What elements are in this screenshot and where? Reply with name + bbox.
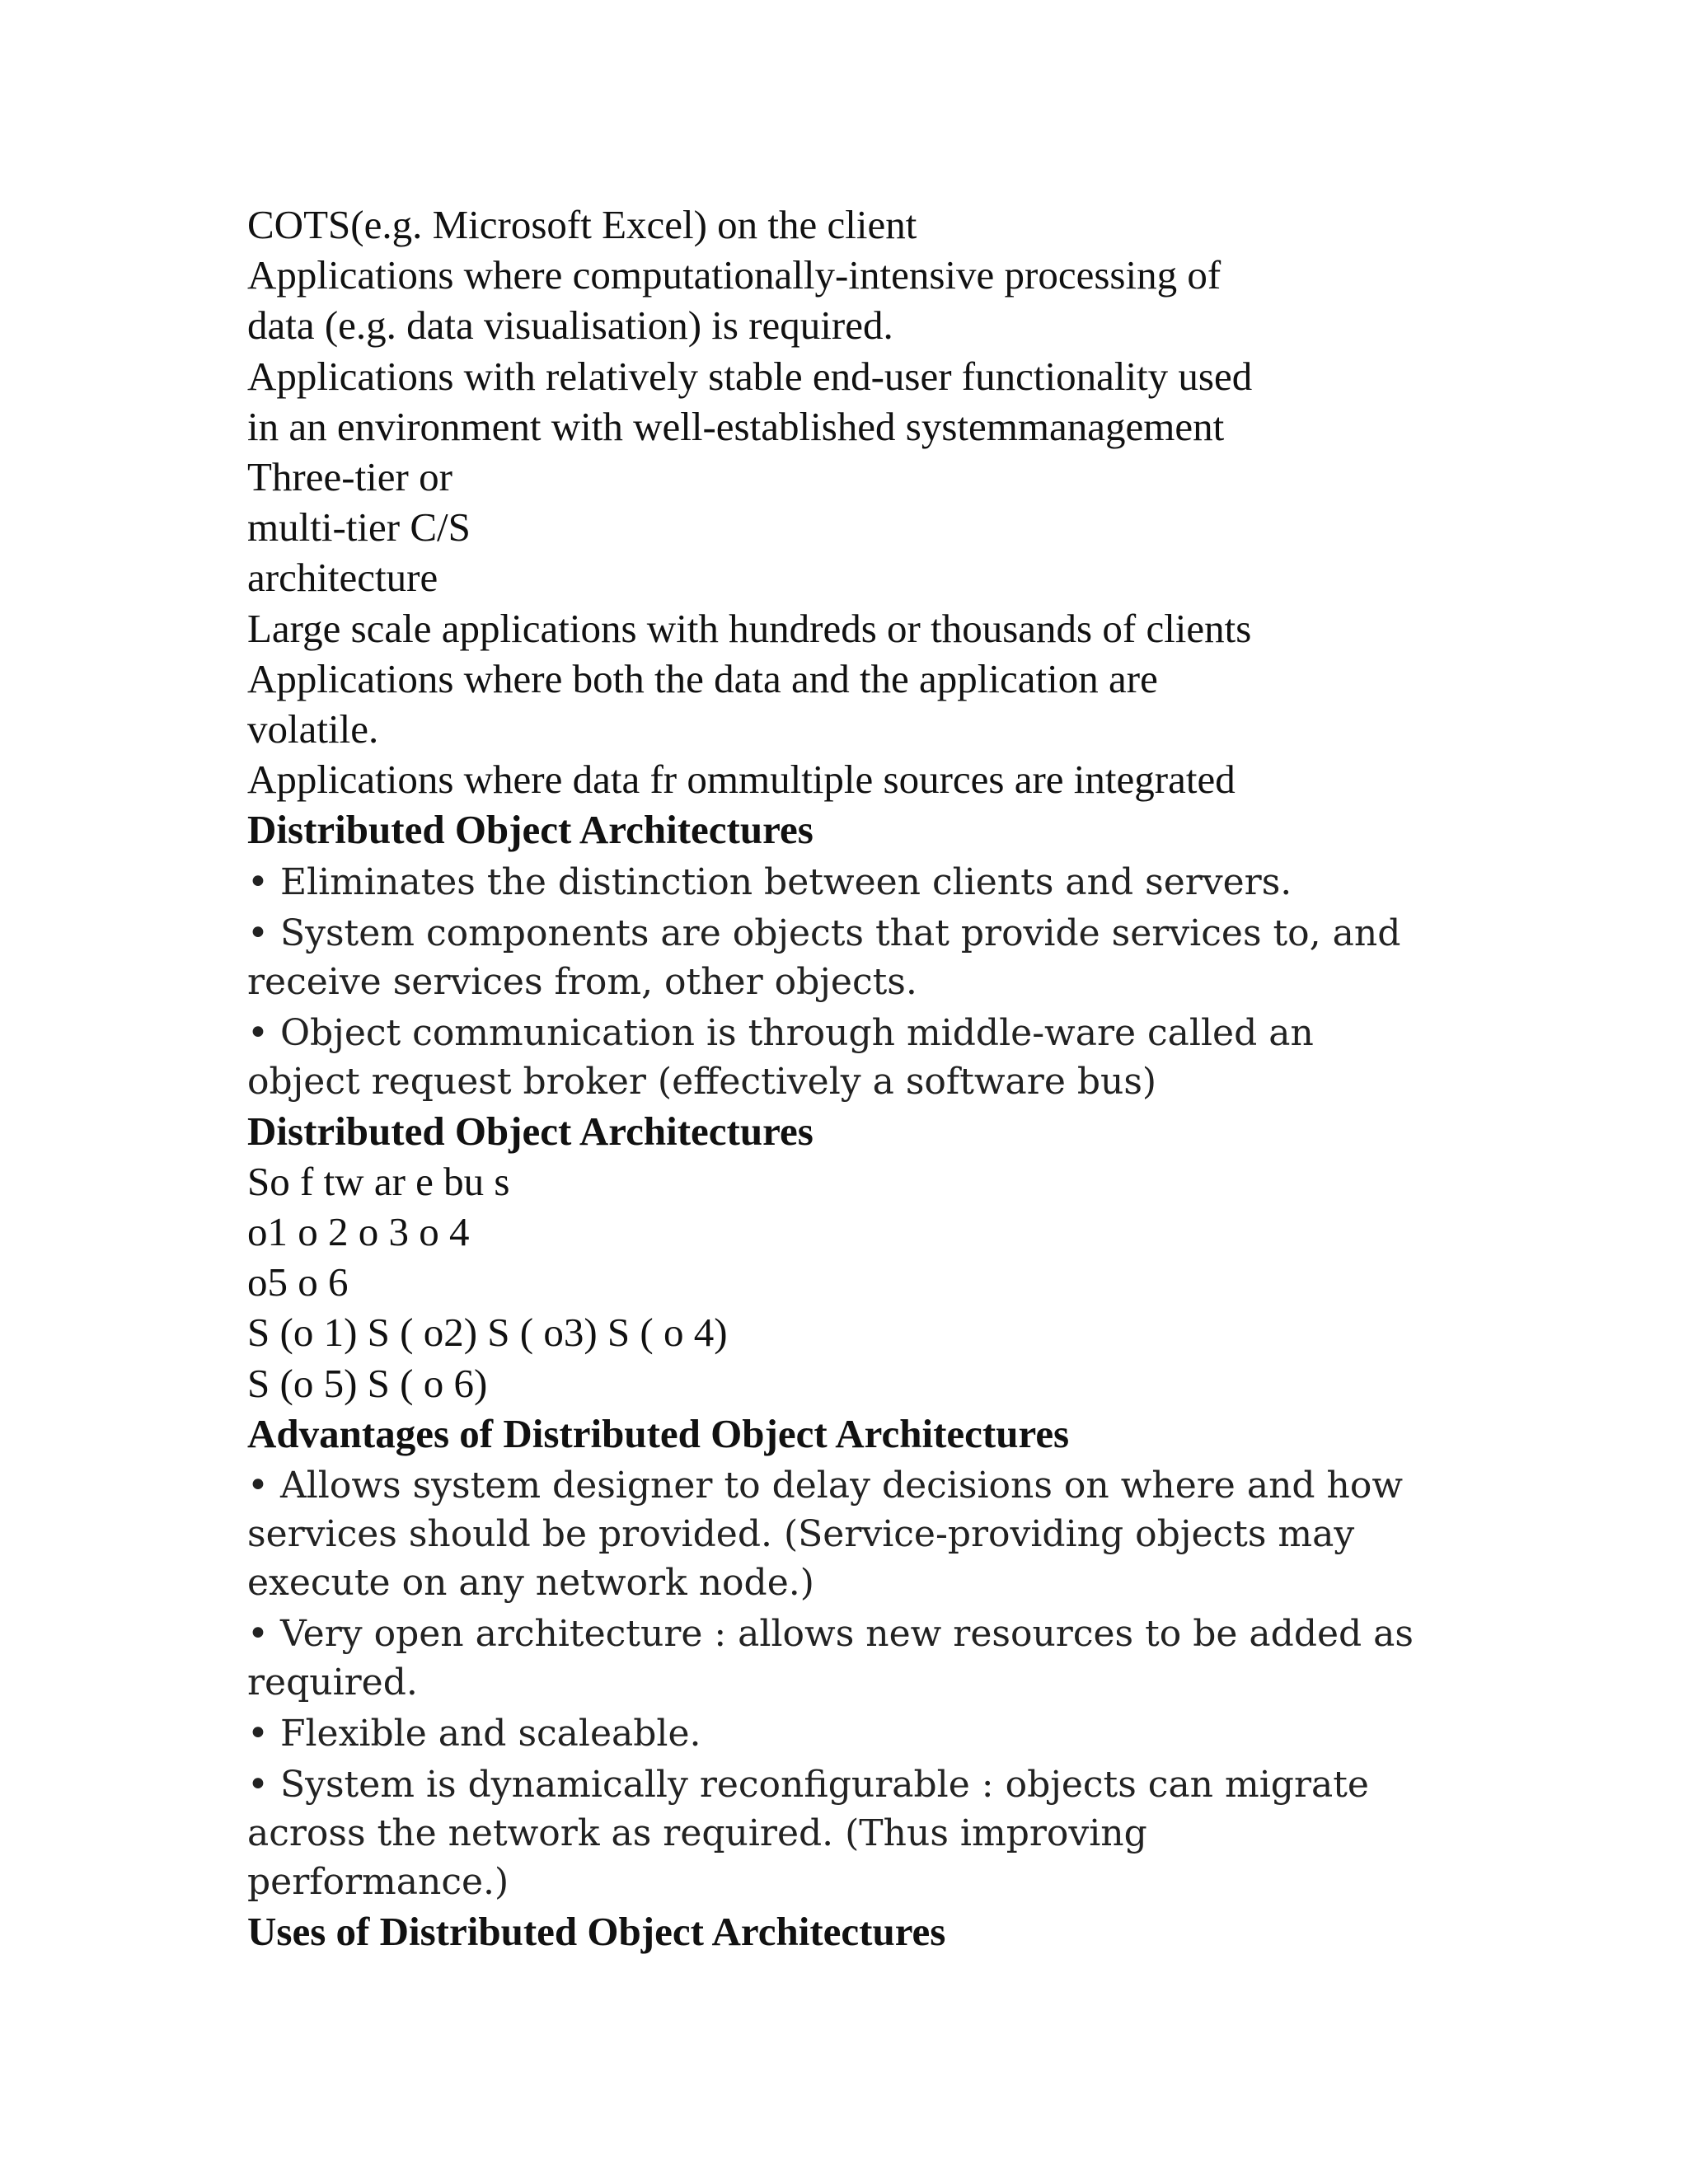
bullet-line: receive services from, other objects. [247,960,917,1003]
text-line: Large scale applications with hundreds or thousands of clients [247,605,1252,651]
bullet-line: object request broker (effectively a software bus) [247,1060,1157,1103]
intro-lines [247,199,1451,804]
diagram-text-line: S (o 1) S ( o2) S ( o3) S ( o 4) [247,1310,728,1356]
text-line: Three-tier or [247,454,452,500]
bullet-item [247,858,1451,907]
text-line: Applications with relatively stable end-user functionality used [247,353,1253,399]
bullet-line: execute on any network node.) [247,1562,814,1605]
bullet-line: required. [247,1661,418,1704]
bullet-item [247,1610,1451,1707]
bullet-item [247,1709,1451,1758]
text-line: Applications where both the data and the application are [247,655,1158,701]
bullet-line: across the network as required. (Thus improving [247,1812,1147,1855]
section-heading: Uses of Distributed Object Architectures [247,1909,946,1955]
bullet-line: • Very open architecture : allows new resources to be added as [247,1613,1414,1656]
text-line: Applications where data fr ommultiple sources are integrated [247,757,1236,803]
text-line: architecture [247,555,438,601]
text-line: in an environment with well-established systemmanagement [247,403,1225,449]
text-line: COTS(e.g. Microsoft Excel) on the client [247,202,917,247]
bullet-item [247,1009,1451,1106]
bullet-line: performance.) [247,1861,509,1904]
bullet-line: • Flexible and scaleable. [247,1713,701,1755]
diagram-text-line: So f tw ar e bu s [247,1158,510,1204]
bullet-line: • System components are objects that provide services to, and [247,912,1401,954]
diagram-text-line: S (o 5) S ( o 6) [247,1360,488,1406]
bullet-item [247,1461,1451,1607]
section-heading: Distributed Object Architectures [247,1108,814,1154]
text-line: volatile. [247,706,379,752]
text-line: multi-tier C/S [247,504,471,551]
bullet-item [247,1760,1451,1906]
text-line: Applications where computationally-intensive processing of [247,252,1221,298]
diagram-text-line: o1 o 2 o 3 o 4 [247,1209,470,1255]
bullet-line: • Allows system designer to delay decisions on where and how [247,1465,1404,1507]
section-heading: Distributed Object Architectures [247,807,814,853]
bullet-line: services should be provided. (Service-providing objects may [247,1513,1355,1556]
section-heading: Advantages of Distributed Object Architectures [247,1410,1070,1456]
bullet-line: • System is dynamically reconfigurable : objects can migrate [247,1764,1369,1807]
bullet-item [247,909,1451,1006]
diagram-text-line: o5 o 6 [247,1259,349,1305]
bullet-line: • Object communication is through middle-ware called an [247,1011,1314,1054]
document-content [247,199,1451,1957]
bullet-line: • Eliminates the distinction between clients and servers. [247,860,1292,903]
text-line: data (e.g. data visualisation) is required. [247,302,893,349]
